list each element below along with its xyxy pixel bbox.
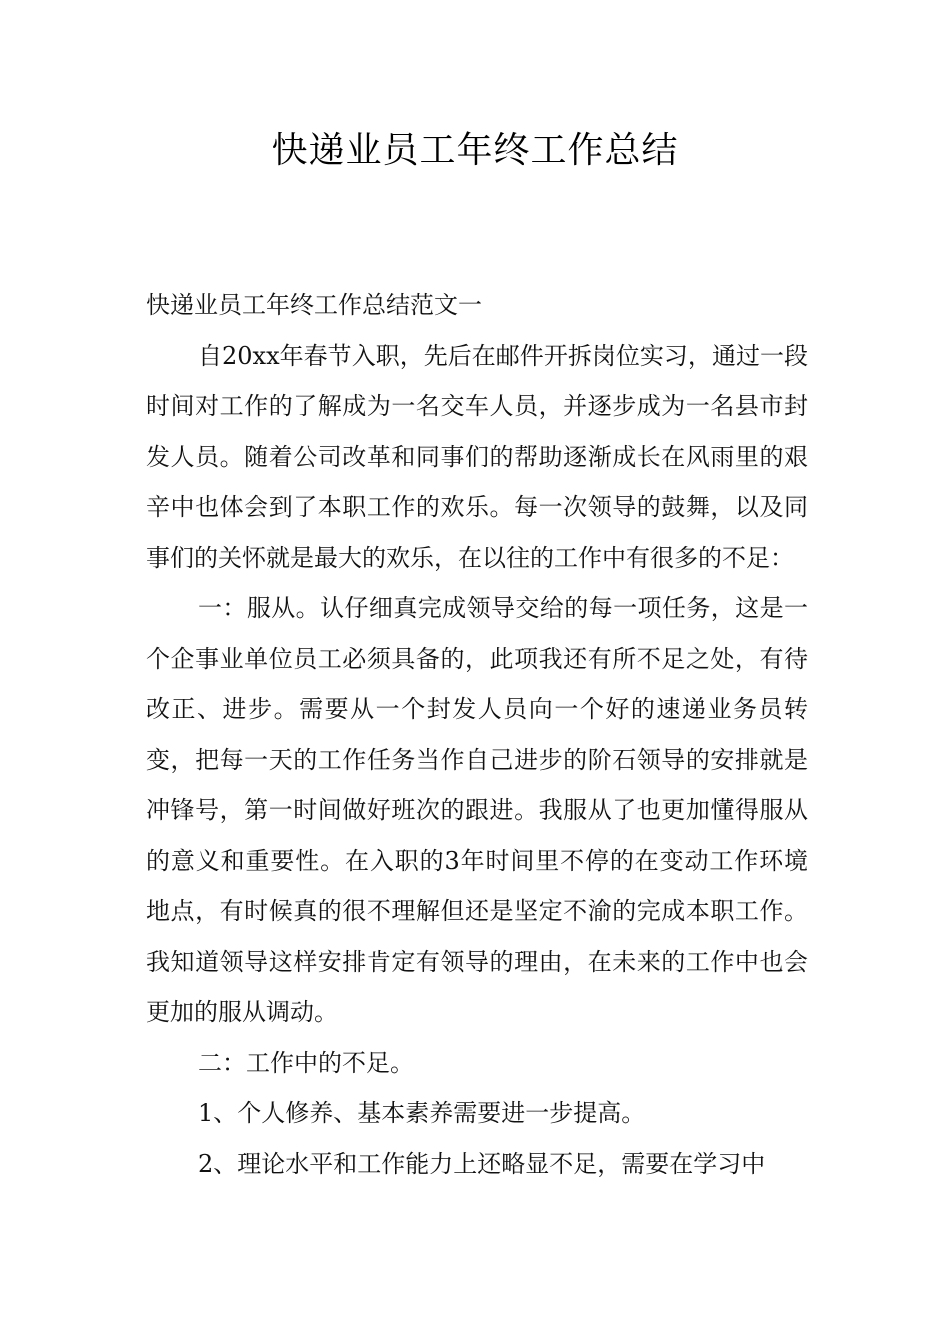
paragraph-intro: 自20xx年春节入职，先后在邮件开拆岗位实习，通过一段时间对工作的了解成为一名交车人员，并逐步成为一名县市封发人员。随着公司改革和同事们的帮助逐渐成长在风雨里的艰辛中也体会到了本职工作的欢乐。每一次领导的鼓舞，以及同事们的关怀就是最大的欢乐，在以往的工作中有很多的不足： [146,341,808,572]
document-title: 快递业员工年终工作总结 [271,130,679,171]
paragraph-obedience: 一：服从。认仔细真完成领导交给的每一项任务，这是一个企事业单位员工必须具备的，此项我还有所不足之处，有待改正、进步。需要从一个封发人员向一个好的速递业务员转变，把每一天的工作任务当作自己进步的阶石领导的安排就是冲锋号，第一时间做好班次的跟进。我服从了也更加懂得服从的意义和重要性。在入职的3年时间里不停的在变动工作环境地点，有时候真的很不理解但还是坚定不渝的完成本职工作。我知道领导这样安排肯定有领导的理由，在未来的工作中也会更加的服从调动。 [146,594,808,1026]
paragraph-item-2: 2、理论水平和工作能力上还略显不足，需要在学习中 [198,1149,766,1178]
document-subtitle: 快递业员工年终工作总结范文一 [146,291,482,319]
document-body [146,280,808,1189]
paragraph-shortcomings-heading: 二：工作中的不足。 [198,1048,414,1077]
paragraph-item-1: 1、个人修养、基本素养需要进一步提高。 [198,1099,646,1127]
